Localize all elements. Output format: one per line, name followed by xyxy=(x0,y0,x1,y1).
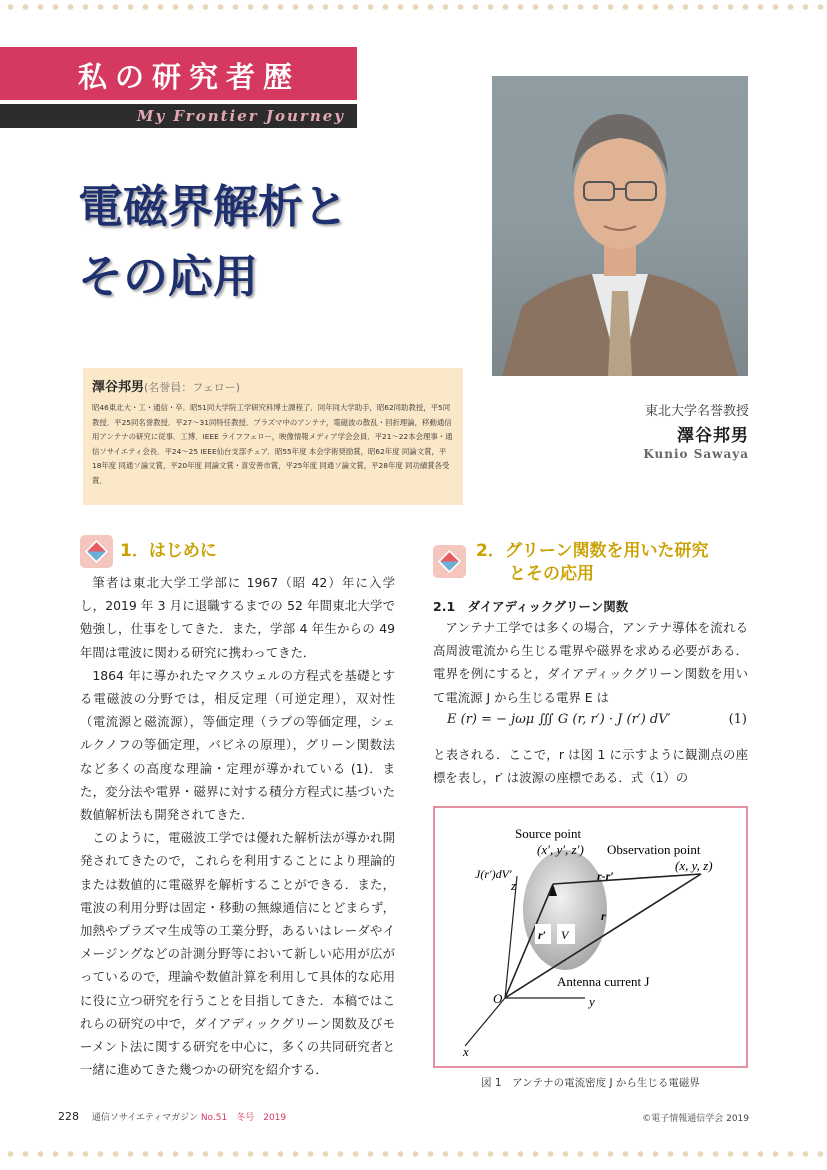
figure-1-diagram xyxy=(435,808,746,1066)
series-subtitle: My Frontier Journey xyxy=(136,107,345,125)
author-name: 澤谷邦男 xyxy=(677,426,749,446)
profile-body: 昭46東北大・工・通信・卒．昭51同大学院工学研究科博士課程了．同年同大学助手，昭62同助教授，平5同教授．平25同名誉教授．平27～31同特任教授．プラズマ中のアンテナ，電磁波の散乱・回折理論，移動通信用アンテナの研究に従事．工博．IEEE ライフフェロー，映像情報メディア学会会員．平21～22本会理事・通信ソサイエティ会長．平24～25 IEEE仙台支部チェア．昭55年度 本会学術奨励賞，昭62年度 同論文賞，平18年度 同通ソ論文賞，平20年度 同論文賞・喜安善市賞，平25年度 同通ソ論文賞，平28年度 同功績賞各受賞． xyxy=(92,403,453,485)
figure-r-minus-label: r-r′ xyxy=(597,869,614,883)
series-subtitle-bar xyxy=(0,104,357,128)
figure-observation-label: Observation point xyxy=(607,842,701,857)
author-photo xyxy=(492,76,748,376)
profile-grade: (名誉員：フェロー) xyxy=(144,381,241,394)
article-title-line2: その応用 xyxy=(78,250,259,303)
figure-y-axis-label: y xyxy=(589,994,595,1009)
figure-1-caption: 図 1 アンテナの電流密度 J から生じる電磁界 xyxy=(481,1077,700,1089)
author-profile-box xyxy=(83,368,463,505)
section-2-paragraph-2 xyxy=(433,743,748,789)
series-title: 私の研究者歴 xyxy=(78,60,301,94)
section-marker-icon xyxy=(438,550,461,573)
section-2-heading-line1: 2．グリーン関数を用いた研究 xyxy=(476,541,709,561)
issue-label: No.51 冬号 2019 xyxy=(200,1113,287,1123)
figure-origin-label: O xyxy=(493,991,503,1006)
section-2-heading xyxy=(476,540,709,586)
section-2-paragraph: アンテナ工学では多くの場合，アンテナ導体を流れる高周波電流から生じる電界や磁界を求める必要がある．電界を例にすると，ダイアディックグリーン関数を用いて電流源 J から生じる電界 E は xyxy=(433,620,748,705)
figure-x-axis-label: x xyxy=(463,1044,469,1059)
figure-source-label: Source point xyxy=(515,826,582,841)
section-2-paragraph-1 xyxy=(433,616,748,709)
author-portrait-illustration xyxy=(492,76,748,376)
footer-copyright: ©電子情報通信学会 2019 xyxy=(642,1114,749,1124)
profile-name-line xyxy=(92,376,454,395)
section-2-paragraph: と表される．ここで，r は図 1 に示すように観測点の座標を表し，r′ は波源の座標である．式（1）の xyxy=(433,747,748,786)
footer-left xyxy=(58,1110,286,1123)
bottom-dot-border xyxy=(0,1148,827,1160)
series-banner xyxy=(0,47,357,100)
section-2-icon xyxy=(433,545,466,578)
author-affiliation-block xyxy=(643,400,749,461)
page-number: 228 xyxy=(58,1110,79,1123)
section-1-icon xyxy=(80,535,113,568)
section-marker-icon xyxy=(85,540,108,563)
figure-z-axis-label: z xyxy=(511,878,517,893)
figure-1 xyxy=(433,806,748,1068)
figure-source-coords: (x′, y′, z′) xyxy=(537,842,584,857)
author-name-english: Kunio Sawaya xyxy=(643,447,749,461)
figure-r-label: r xyxy=(601,909,606,923)
section-2-heading-line2: とその応用 xyxy=(509,564,594,584)
section-1-paragraph: 筆者は東北大学工学部に 1967（昭 42）年に入学し，2019 年 3 月に退職するまでの 52 年間東北大学で勉強し，仕事をしてきた．また，学部 4 年生からの 49 年間は電波に関わる研究に携わってきた． xyxy=(80,575,395,660)
equation-1 xyxy=(447,712,747,727)
figure-current-element: J(r′)dV′ xyxy=(475,867,512,881)
equation-number: (1) xyxy=(728,712,747,727)
antenna-volume xyxy=(523,850,607,970)
equation-body: E (r) = − jωμ ∭ G (r, r′) · J (r′) dV′ xyxy=(447,712,671,727)
author-affiliation: 東北大学名誉教授 xyxy=(644,404,749,419)
section-1-heading: 1．はじめに xyxy=(120,541,217,561)
article-title-line1: 電磁界解析と xyxy=(78,180,349,233)
figure-antenna-current-label: Antenna current J xyxy=(557,974,650,989)
section-1-paragraph: 1864 年に導かれたマクスウェルの方程式を基礎とする電磁波の分野では，相反定理（可逆定理），双対性（電流源と磁流源），等価定理（ラブの等価定理，シェルクノフの等価定理，バビネの原理），グリーン関数法など多くの高度な理論・定理が導かれている (1)．また，変分法や電界・磁界に対する積分方程式に基づいた数値解析法も開発されてきた． xyxy=(80,667,395,823)
magazine-name: 通信ソサイエティマガジン xyxy=(91,1113,198,1123)
subsection-2-1-heading: 2.1 ダイアディックグリーン関数 xyxy=(433,599,629,614)
article-title xyxy=(78,172,348,312)
figure-observation-coords: (x, y, z) xyxy=(675,858,713,873)
figure-volume-label: V xyxy=(561,928,569,942)
section-1-body xyxy=(80,571,395,1081)
figure-r-prime-label: r′ xyxy=(538,928,547,942)
profile-name: 澤谷邦男 xyxy=(92,380,145,395)
section-1-paragraph: このように，電磁波工学では優れた解析法が導かれ開発されてきたので，これらを利用することにより理論的または数値的に電磁界を解析することができる．また，電波の利用分野は固定・移動の無線通信にとどまらず，加熱やプラズマ生成等の工業分野，あるいはレーダやイメージングなどの計測分野等において新しい応用が広がっているので，理論や数値計算を利用して具体的な応用に役に立つ研究を行うことを目指してきた．本稿ではこれらの研究の中で，ダイアディックグリーン関数及びモーメント法に関する研究を中心に，多くの共同研究者と一緒に進めてきた幾つかの研究を紹介する． xyxy=(80,830,395,1078)
top-dot-border xyxy=(0,1,827,13)
